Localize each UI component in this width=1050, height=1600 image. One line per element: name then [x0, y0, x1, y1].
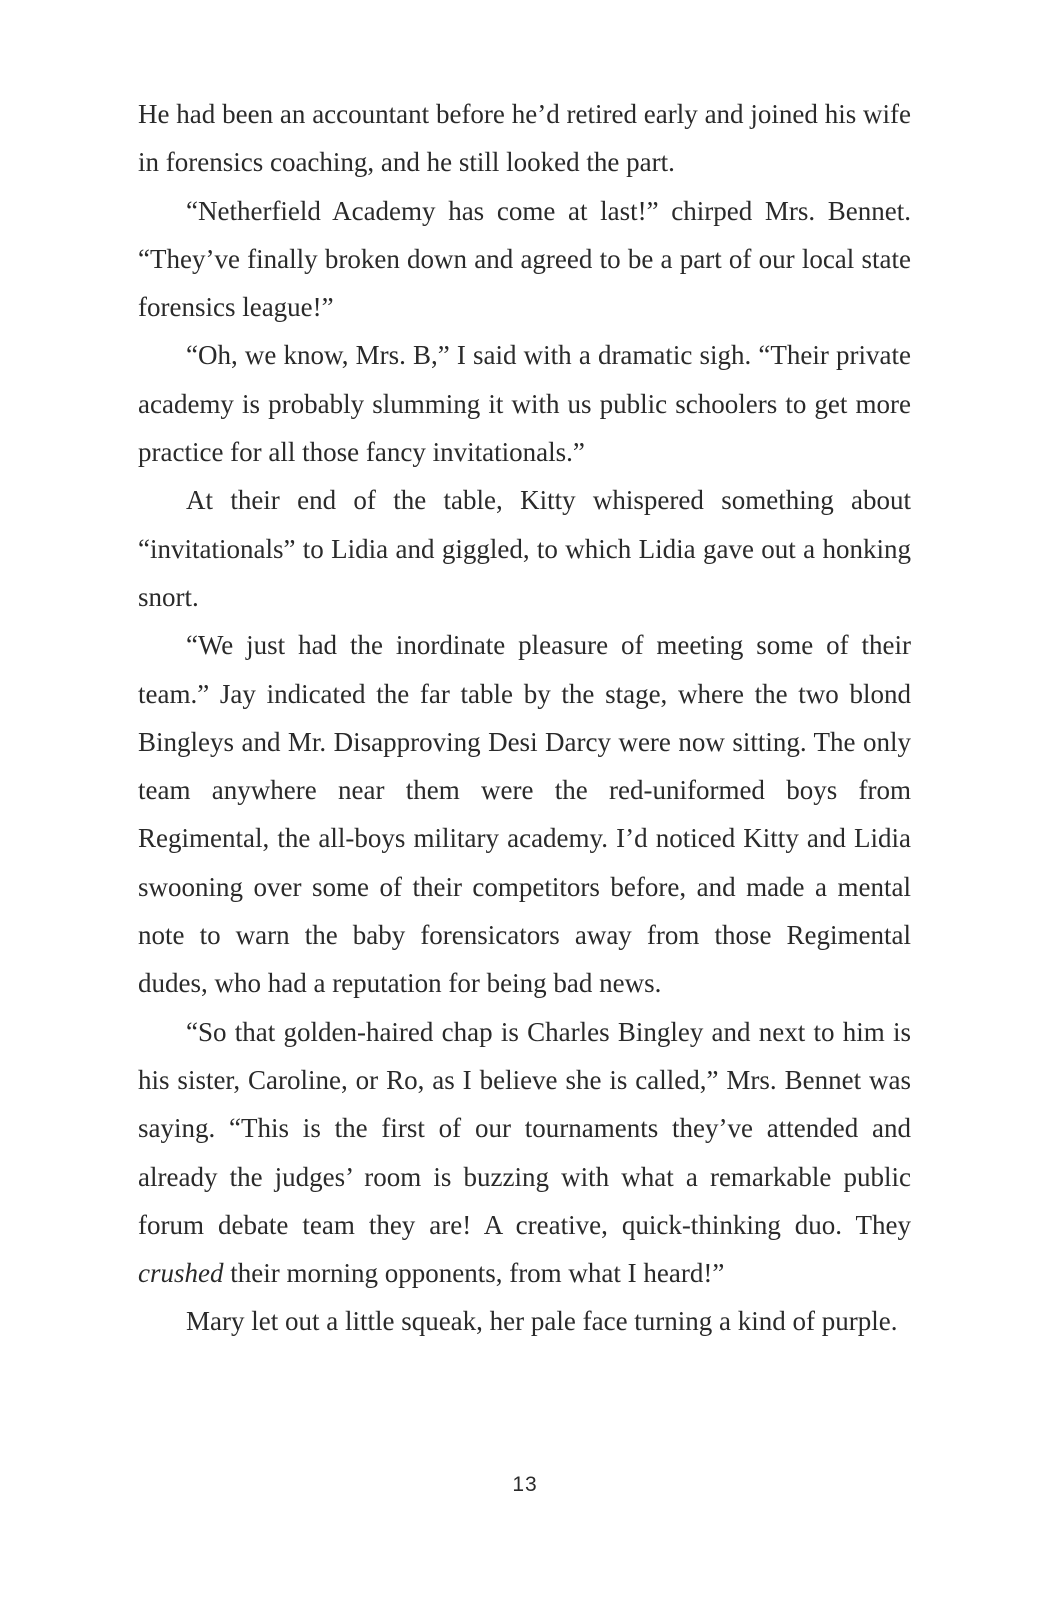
page-number: 13: [512, 1473, 538, 1496]
body-text: [138, 90, 911, 1346]
italic-emphasis: crushed: [138, 1258, 224, 1289]
paragraph-2: “Netherfield Academy has come at last!” chirped Mrs. Bennet. “They’ve finally broken down and agreed to be a part of our local state forensics league!”: [138, 195, 911, 323]
paragraph-6-text-after: their morning opponents, from what I heard!”: [223, 1258, 725, 1289]
paragraph-6-text-before: “So that golden-haired chap is Charles Bingley and next to him is his sister, Caroline, or Ro, as I believe she is called,” Mrs. Bennet was saying. “This is the first of our tournaments they’ve attended and already the judges’ room is buzzing with what a remarkable public forum debate team they are! A creative, quick-thinking duo. They: [138, 1016, 911, 1240]
paragraph-3: “Oh, we know, Mrs. B,” I said with a dramatic sigh. “Their private academy is probably slumming it with us public schoolers to get more practice for all those fancy invitationals.”: [138, 340, 911, 468]
paragraph-4: At their end of the table, Kitty whispered something about “invitationals” to Lidia and giggled, to which Lidia gave out a honking snort.: [138, 485, 911, 612]
paragraph-1: He had been an accountant before he’d retired early and joined his wife in forensics coaching, and he still looked the part.: [138, 99, 911, 178]
paragraph-5: “We just had the inordinate pleasure of meeting some of their team.” Jay indicated the far table by the stage, where the two blond Bingleys and Mr. Disapproving Desi Darcy were now sitting. The only team anywhere near them were the red-uniformed boys from Regimental, the all-boys military academy. I’d noticed Kitty and Lidia swooning over some of their competitors before, and made a mental note to warn the baby forensicators away from those Regimental dudes, who had a reputation for being bad news.: [138, 630, 911, 999]
paragraph-7: Mary let out a little squeak, her pale face turning a kind of purple.: [186, 1306, 898, 1337]
paragraph-6: [138, 1008, 911, 1298]
